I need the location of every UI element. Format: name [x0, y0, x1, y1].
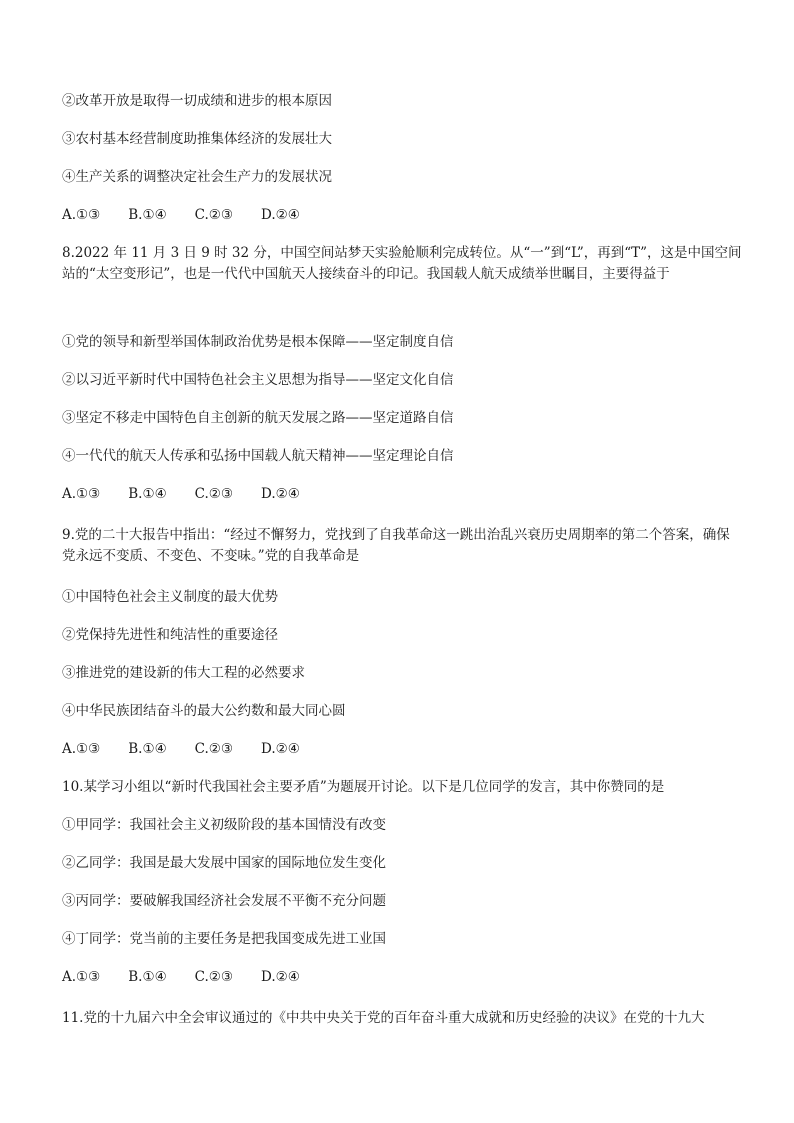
choice-a: A.①③	[62, 741, 101, 757]
choice-a: A.①③	[62, 486, 101, 502]
option-text: ④生产关系的调整决定社会生产力的发展状况	[62, 169, 332, 185]
option-text: ②以习近平新时代中国特色社会主义思想为指导——坚定文化自信	[62, 372, 454, 388]
choice-c: C.②③	[194, 741, 234, 757]
question-10-stem: 10.某学习小组以“新时代我国社会主要矛盾”为题展开讨论。以下是几位同学的发言，其中你赞同的是	[62, 779, 665, 795]
option-text: ③推进党的建设新的伟大工程的必然要求	[62, 665, 305, 681]
option-text: ②改革开放是取得一切成绩和进步的根本原因	[62, 93, 332, 109]
question-8-stem: 8.2022 年 11 月 3 日 9 时 32 分，中国空间站梦天实验舱顺利完成转位。从“一”到“L”，再到“T”，这是中国空间站的“太空变形记”，也是一代代中国航天人接续奋斗的印记。我国载人航天成绩举世瞩目，主要得益于	[62, 245, 742, 282]
question-11-stem: 11.党的十九届六中全会审议通过的《中共中央关于党的百年奋斗重大成就和历史经验的决议》在党的十九大	[62, 1010, 705, 1026]
option-text: ③农村基本经营制度助推集体经济的发展壮大	[62, 131, 332, 147]
choice-d: D.②④	[261, 486, 300, 502]
option-text: ②乙同学：我国是最大发展中国家的国际地位发生变化	[62, 855, 386, 871]
choice-b: B.①④	[128, 969, 167, 985]
option-text: ③坚定不移走中国特色自主创新的航天发展之路——坚定道路自信	[62, 410, 454, 426]
question-9-stem: 9.党的二十大报告中指出：“经过不懈努力，党找到了自我革命这一跳出治乱兴衰历史周期率的第二个答案，确保党永远不变质、不变色、不变味。”党的自我革命是	[62, 527, 730, 564]
answer-choices	[62, 739, 328, 759]
option-text: ④一代代的航天人传承和弘扬中国载人航天精神——坚定理论自信	[62, 448, 454, 464]
choice-d: D.②④	[261, 969, 300, 985]
choice-b: B.①④	[128, 207, 167, 223]
choice-d: D.②④	[261, 741, 300, 757]
option-text: ①甲同学：我国社会主义初级阶段的基本国情没有改变	[62, 817, 386, 833]
option-text: ④中华民族团结奋斗的最大公约数和最大同心圆	[62, 703, 346, 719]
choice-a: A.①③	[62, 969, 101, 985]
answer-choices	[62, 967, 328, 987]
choice-c: C.②③	[194, 207, 234, 223]
choice-c: C.②③	[194, 486, 234, 502]
choice-b: B.①④	[128, 486, 167, 502]
answer-choices	[62, 484, 328, 504]
choice-b: B.①④	[128, 741, 167, 757]
option-text: ①党的领导和新型举国体制政治优势是根本保障——坚定制度自信	[62, 334, 454, 350]
answer-choices	[62, 205, 328, 225]
option-text: ①中国特色社会主义制度的最大优势	[62, 589, 278, 605]
choice-d: D.②④	[261, 207, 300, 223]
choice-c: C.②③	[194, 969, 234, 985]
option-text: ④丁同学：党当前的主要任务是把我国变成先进工业国	[62, 931, 386, 947]
option-text: ③丙同学：要破解我国经济社会发展不平衡不充分问题	[62, 893, 386, 909]
option-text: ②党保持先进性和纯洁性的重要途径	[62, 627, 278, 643]
choice-a: A.①③	[62, 207, 101, 223]
